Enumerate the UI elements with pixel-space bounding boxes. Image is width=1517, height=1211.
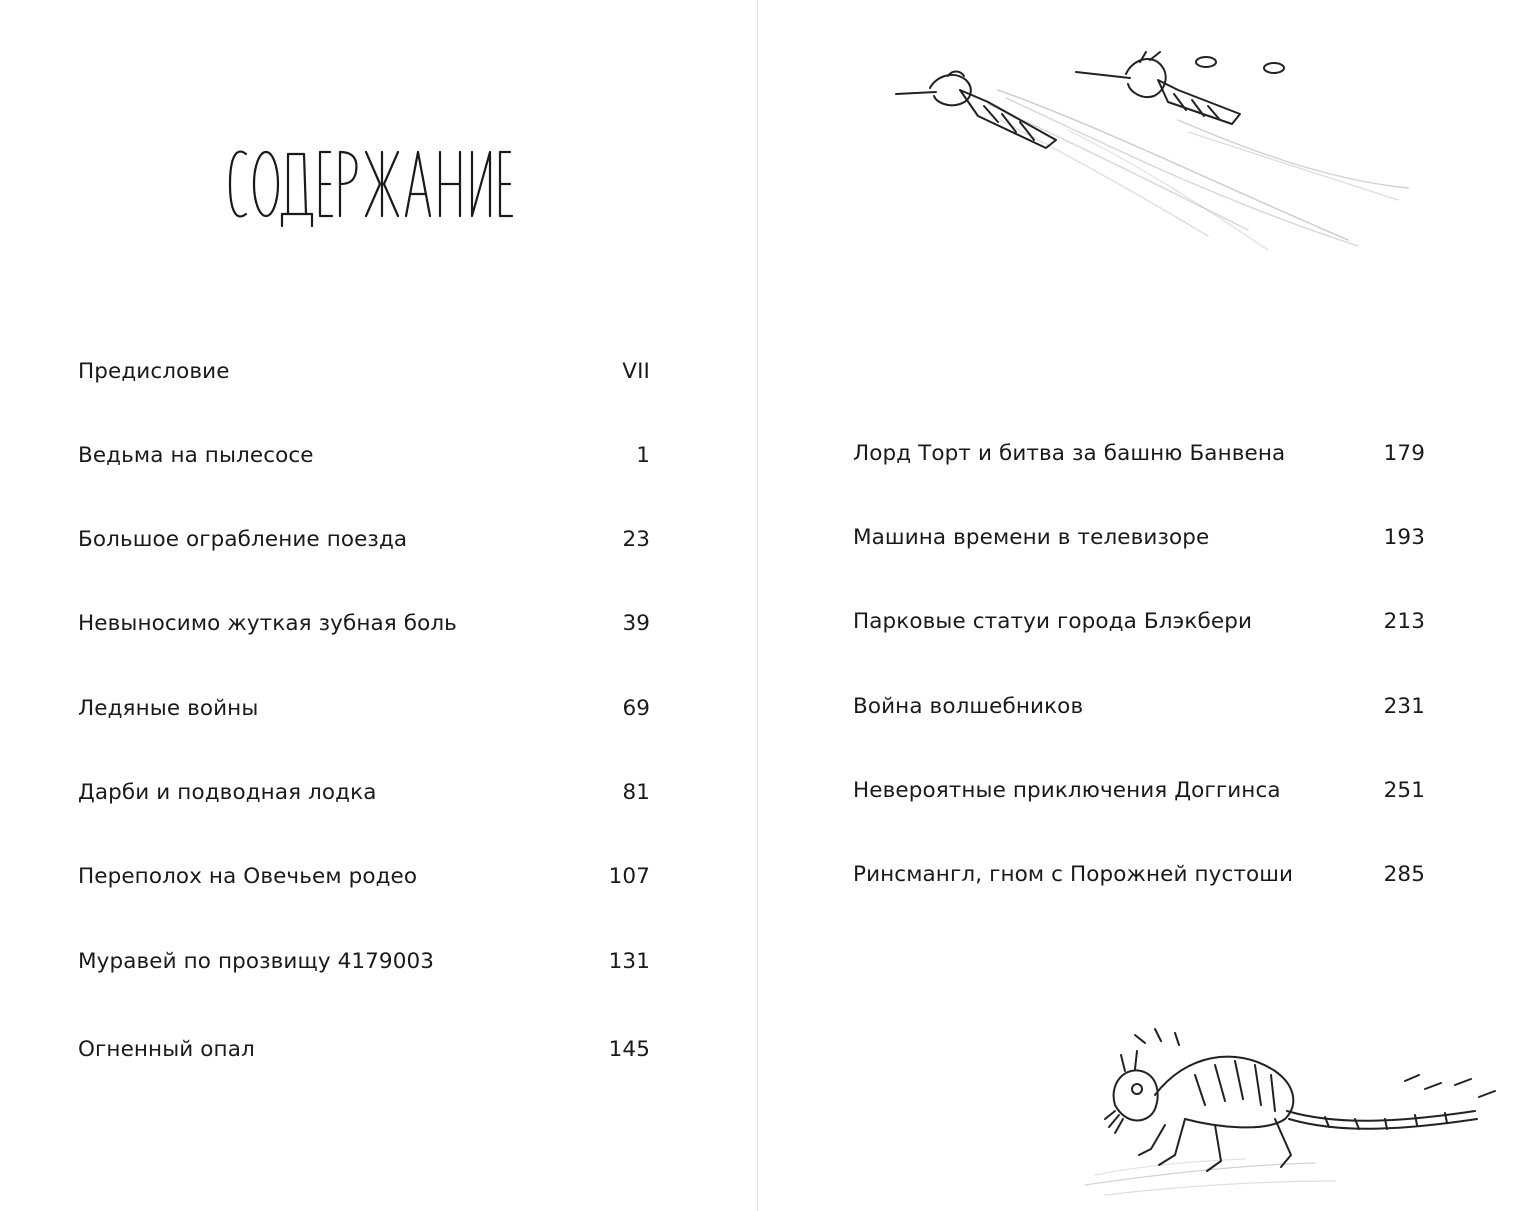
toc-entry[interactable] bbox=[78, 771, 650, 815]
running-creature-drawing bbox=[1075, 1015, 1510, 1205]
chapter-title: Переполох на Овечьем родео bbox=[78, 864, 418, 889]
chapter-title: Война волшебников bbox=[853, 694, 1084, 719]
toc-entry[interactable] bbox=[78, 602, 650, 646]
chapter-page: 193 bbox=[1383, 525, 1425, 550]
toc-entry[interactable] bbox=[853, 685, 1425, 729]
toc-entry[interactable] bbox=[853, 769, 1425, 813]
chapter-title: Муравей по прозвищу 4179003 bbox=[78, 949, 435, 974]
toc-entry[interactable] bbox=[78, 434, 650, 478]
chapter-page: 69 bbox=[622, 696, 650, 721]
toc-entry[interactable] bbox=[853, 432, 1425, 476]
chapter-page: 251 bbox=[1383, 778, 1425, 803]
chapter-title: Огненный опал bbox=[78, 1037, 255, 1062]
toc-entry[interactable] bbox=[78, 350, 650, 394]
chapter-page: 1 bbox=[636, 443, 650, 468]
chapter-page: VII bbox=[622, 359, 650, 384]
toc-entry[interactable] bbox=[78, 940, 650, 984]
chapter-page: 131 bbox=[608, 949, 650, 974]
flying-creatures-illustration bbox=[888, 40, 1428, 280]
chapter-page: 179 bbox=[1383, 441, 1425, 466]
chapter-title: Большое ограбление поезда bbox=[78, 527, 408, 552]
toc-entry[interactable] bbox=[853, 853, 1425, 897]
chapter-page: 81 bbox=[622, 780, 650, 805]
toc-entry[interactable] bbox=[853, 600, 1425, 644]
toc-title bbox=[226, 140, 516, 240]
toc-entry[interactable] bbox=[78, 1028, 650, 1072]
chapter-title: Ведьма на пылесосе bbox=[78, 443, 314, 468]
running-creature-illustration bbox=[1075, 1015, 1510, 1205]
chapter-page: 23 bbox=[622, 527, 650, 552]
chapter-title: Невыносимо жуткая зубная боль bbox=[78, 611, 457, 636]
toc-entry[interactable] bbox=[78, 687, 650, 731]
chapter-title: Предисловие bbox=[78, 359, 230, 384]
chapter-page: 213 bbox=[1383, 609, 1425, 634]
chapter-page: 231 bbox=[1383, 694, 1425, 719]
chapter-title: Невероятные приключения Доггинса bbox=[853, 778, 1281, 803]
chapter-title: Лорд Торт и битва за башню Банвена bbox=[853, 441, 1286, 466]
toc-entry[interactable] bbox=[853, 516, 1425, 560]
toc-entry[interactable] bbox=[78, 855, 650, 899]
chapter-title: Ледяные войны bbox=[78, 696, 259, 721]
chapter-page: 39 bbox=[622, 611, 650, 636]
chapter-page: 145 bbox=[608, 1037, 650, 1062]
toc-entry[interactable] bbox=[78, 518, 650, 562]
chapter-title: Ринсмангл, гном с Порожней пустоши bbox=[853, 862, 1294, 887]
flying-creatures-drawing bbox=[888, 40, 1428, 280]
chapter-page: 285 bbox=[1383, 862, 1425, 887]
chapter-page: 107 bbox=[608, 864, 650, 889]
chapter-title: Дарби и подводная лодка bbox=[78, 780, 377, 805]
toc-title-lettering bbox=[226, 140, 516, 240]
chapter-title: Парковые статуи города Блэкбери bbox=[853, 609, 1253, 634]
chapter-title: Машина времени в телевизоре bbox=[853, 525, 1210, 550]
